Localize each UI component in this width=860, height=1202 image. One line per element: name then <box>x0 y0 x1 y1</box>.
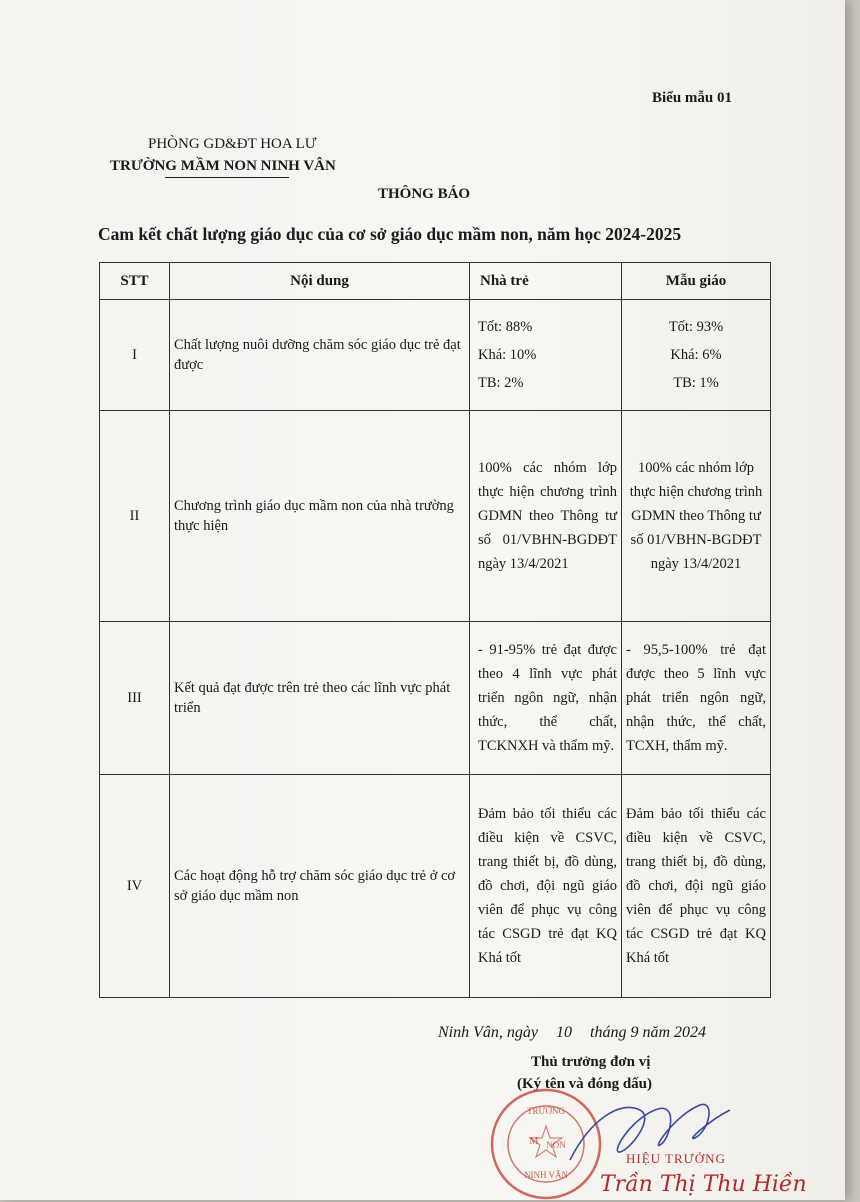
form-number: Biểu mẫu 01 <box>652 90 733 106</box>
result-good: Tốt: 88% <box>478 319 533 335</box>
column-header-mau-giao: Mẫu giáo <box>622 263 771 300</box>
column-header-content: Nội dung <box>170 263 470 300</box>
result-average: TB: 1% <box>673 375 719 391</box>
stamp-text-non: NON <box>546 1140 566 1150</box>
result-fair: Khá: 10% <box>478 347 537 363</box>
row-stt: I <box>100 300 170 411</box>
signer-name: Trần Thị Thu Hiền <box>600 1172 807 1197</box>
row-content: Chất lượng nuôi dưỡng chăm sóc giáo dục trẻ đạt được <box>170 300 470 411</box>
table-row <box>100 411 771 622</box>
date-month-year: tháng 9 năm 2024 <box>590 1024 706 1041</box>
column-header-stt: STT <box>100 263 170 300</box>
row-nha-tre <box>470 300 622 411</box>
row-nha-tre: - 91-95% trẻ đạt được theo 4 lĩnh vực phát triển ngôn ngữ, nhận thức, thể chất, TCKNXH và thẩm mỹ. <box>470 622 622 775</box>
position-title: HIỆU TRƯỞNG <box>626 1151 726 1166</box>
notice-subtitle: Cam kết chất lượng giáo dục của cơ sở giáo dục mầm non, năm học 2024-2025 <box>98 224 682 244</box>
row-stt: II <box>100 411 170 622</box>
row-mau-giao: - 95,5-100% trẻ đạt được theo 5 lĩnh vực phát triển ngôn ngữ, nhận thức, thể chất, TCXH, thẩm mỹ. <box>622 622 771 775</box>
place-prefix: Ninh Vân, ngày <box>438 1024 538 1041</box>
department-name: PHÒNG GD&ĐT HOA LƯ <box>148 136 317 152</box>
result-good: Tốt: 93% <box>668 319 724 335</box>
head-title: Thủ trưởng đơn vị <box>531 1054 651 1070</box>
table-header-row <box>100 263 771 300</box>
column-header-nha-tre: Nhà trẻ <box>470 263 622 300</box>
row-stt: III <box>100 622 170 775</box>
place-date <box>438 1024 706 1042</box>
table-row <box>100 300 771 411</box>
row-mau-giao: 100% các nhóm lớp thực hiện chương trình GDMN theo Thông tư số 01/VBHN-BGDĐT ngày 13/4/2021 <box>622 411 771 622</box>
row-content: Kết quả đạt được trên trẻ theo các lĩnh vực phát triển <box>170 622 470 775</box>
row-content: Chương trình giáo dục mầm non của nhà trường thực hiện <box>170 411 470 622</box>
stamp-text-bottom: NINH VÂN <box>523 1170 569 1180</box>
row-mau-giao <box>622 300 771 411</box>
school-name-underline <box>165 177 289 178</box>
commitment-table <box>99 262 771 998</box>
stamp-text-top: TRƯỜNG <box>527 1106 565 1116</box>
date-day: 10 <box>556 1024 572 1041</box>
result-average: TB: 2% <box>478 375 524 391</box>
table-row <box>100 775 771 998</box>
row-nha-tre: 100% các nhóm lớp thực hiện chương trình GDMN theo Thông tư số 01/VBHN-BGDĐT ngày 13/4/2021 <box>470 411 622 622</box>
table-row <box>100 622 771 775</box>
row-nha-tre: Đảm bảo tối thiểu các điều kiện về CSVC, trang thiết bị, đồ dùng, đồ chơi, đội ngũ giáo viên để phục vụ công tác CSGD trẻ đạt KQ Khá tốt <box>470 775 622 998</box>
row-mau-giao: Đảm bảo tối thiểu các điều kiện về CSVC, trang thiết bị, đồ dùng, đồ chơi, đội ngũ giáo viên để phục vụ công tác CSGD trẻ đạt KQ Khá tốt <box>622 775 771 998</box>
result-fair: Khá: 6% <box>670 347 722 363</box>
sign-note: (Ký tên và đóng dấu) <box>517 1076 653 1092</box>
notice-title: THÔNG BÁO <box>378 186 471 202</box>
school-name: TRƯỜNG MẦM NON NINH VÂN <box>110 158 336 174</box>
stamp-text-m: M <box>529 1136 539 1147</box>
row-content: Các hoạt động hỗ trợ chăm sóc giáo dục trẻ ở cơ sở giáo dục mầm non <box>170 775 470 998</box>
row-stt: IV <box>100 775 170 998</box>
